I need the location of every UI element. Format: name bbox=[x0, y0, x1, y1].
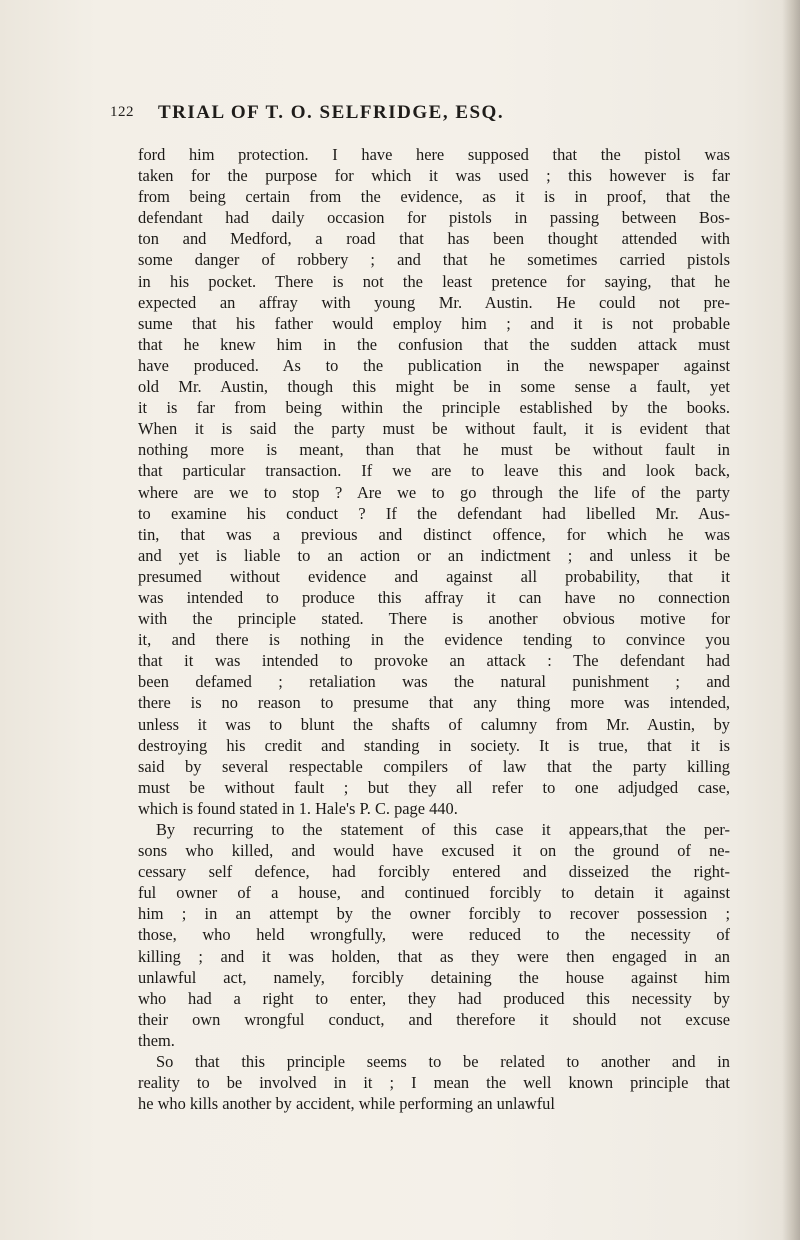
text-line: some danger of robbery ; and that he sometimes carried pistols bbox=[138, 250, 730, 270]
text-line: reality to be involved in it ; I mean the well known principle that bbox=[138, 1073, 730, 1093]
paragraph bbox=[138, 819, 730, 1051]
text-line: was intended to produce this affray it can have no connection bbox=[138, 587, 730, 607]
text-line: killing ; and it was holden, that as they were then engaged in an bbox=[138, 946, 730, 966]
text-line: which is found stated in 1. Hale's P. C. page 440. bbox=[138, 798, 458, 818]
text-line: presumed without evidence and against all probability, that it bbox=[138, 566, 730, 586]
body-text bbox=[138, 144, 730, 1114]
text-line: cessary self defence, had forcibly entered and disseized the right- bbox=[138, 862, 730, 882]
text-line: who had a right to enter, they had produced this necessity by bbox=[138, 988, 730, 1008]
text-line: there is no reason to presume that any thing more was intended, bbox=[138, 693, 730, 713]
text-line: old Mr. Austin, though this might be in some sense a fault, yet bbox=[138, 377, 730, 397]
text-line: sons who killed, and would have excused it on the ground of ne- bbox=[138, 841, 730, 861]
text-line: he who kills another by accident, while performing an unlawful bbox=[138, 1094, 555, 1114]
text-line: said by several respectable compilers of law that the party killing bbox=[138, 756, 730, 776]
text-line: it, and there is nothing in the evidence tending to convince you bbox=[138, 630, 730, 650]
text-line: So that this principle seems to be related to another and in bbox=[156, 1052, 730, 1072]
text-line: to examine his conduct ? If the defendant had libelled Mr. Aus- bbox=[138, 503, 730, 523]
text-line: him ; in an attempt by the owner forcibly to recover possession ; bbox=[138, 904, 730, 924]
text-line: sume that his father would employ him ; and it is not probable bbox=[138, 313, 730, 333]
text-line: ford him protection. I have here supposed that the pistol was bbox=[138, 145, 730, 164]
text-line: must be without fault ; but they all refer to one adjudged case, bbox=[138, 777, 730, 797]
text-line: in his pocket. There is not the least pretence for saying, that he bbox=[138, 271, 730, 291]
text-line: that particular transaction. If we are to leave this and look back, bbox=[138, 461, 730, 481]
text-line: nothing more is meant, than that he must be without fault in bbox=[138, 440, 730, 460]
running-head: TRIAL OF T. O. SELFRIDGE, ESQ. bbox=[158, 102, 505, 123]
text-line: them. bbox=[138, 1030, 175, 1050]
page-number: 122 bbox=[110, 104, 134, 120]
text-line: that it was intended to provoke an attack : The defendant had bbox=[138, 651, 730, 671]
text-line: that he knew him in the confusion that the sudden attack must bbox=[138, 334, 730, 354]
text-line: it is far from being within the principle established by the books. bbox=[138, 398, 730, 418]
text-line: have produced. As to the publication in the newspaper against bbox=[138, 355, 730, 375]
text-line: those, who held wrongfully, were reduced to the necessity of bbox=[138, 925, 730, 945]
text-line: where are we to stop ? Are we to go through the life of the party bbox=[138, 482, 730, 502]
page-header bbox=[110, 102, 710, 128]
text-line: By recurring to the statement of this case it appears,that the per- bbox=[156, 820, 730, 839]
paragraph bbox=[138, 144, 730, 819]
text-line: destroying his credit and standing in society. It is true, that it is bbox=[138, 735, 730, 755]
paragraph bbox=[138, 1051, 730, 1114]
text-line: from being certain from the evidence, as it is in proof, that the bbox=[138, 187, 730, 207]
text-line: and yet is liable to an action or an indictment ; and unless it be bbox=[138, 545, 730, 565]
text-line: defendant had daily occasion for pistols in passing between Bos- bbox=[138, 208, 730, 228]
text-line: tin, that was a previous and distinct offence, for which he was bbox=[138, 524, 730, 544]
text-line: their own wrongful conduct, and therefore it should not excuse bbox=[138, 1009, 730, 1029]
text-line: taken for the purpose for which it was used ; this however is far bbox=[138, 166, 730, 186]
text-line: with the principle stated. There is another obvious motive for bbox=[138, 609, 730, 629]
text-line: expected an affray with young Mr. Austin. He could not pre- bbox=[138, 292, 730, 312]
page-edge-shadow bbox=[782, 0, 800, 1240]
text-line: When it is said the party must be without fault, it is evident that bbox=[138, 419, 730, 439]
text-line: unlawful act, namely, forcibly detaining the house against him bbox=[138, 967, 730, 987]
text-line: ton and Medford, a road that has been thought attended with bbox=[138, 229, 730, 249]
text-line: been defamed ; retaliation was the natural punishment ; and bbox=[138, 672, 730, 692]
text-line: ful owner of a house, and continued forcibly to detain it against bbox=[138, 883, 730, 903]
text-line: unless it was to blunt the shafts of calumny from Mr. Austin, by bbox=[138, 714, 730, 734]
